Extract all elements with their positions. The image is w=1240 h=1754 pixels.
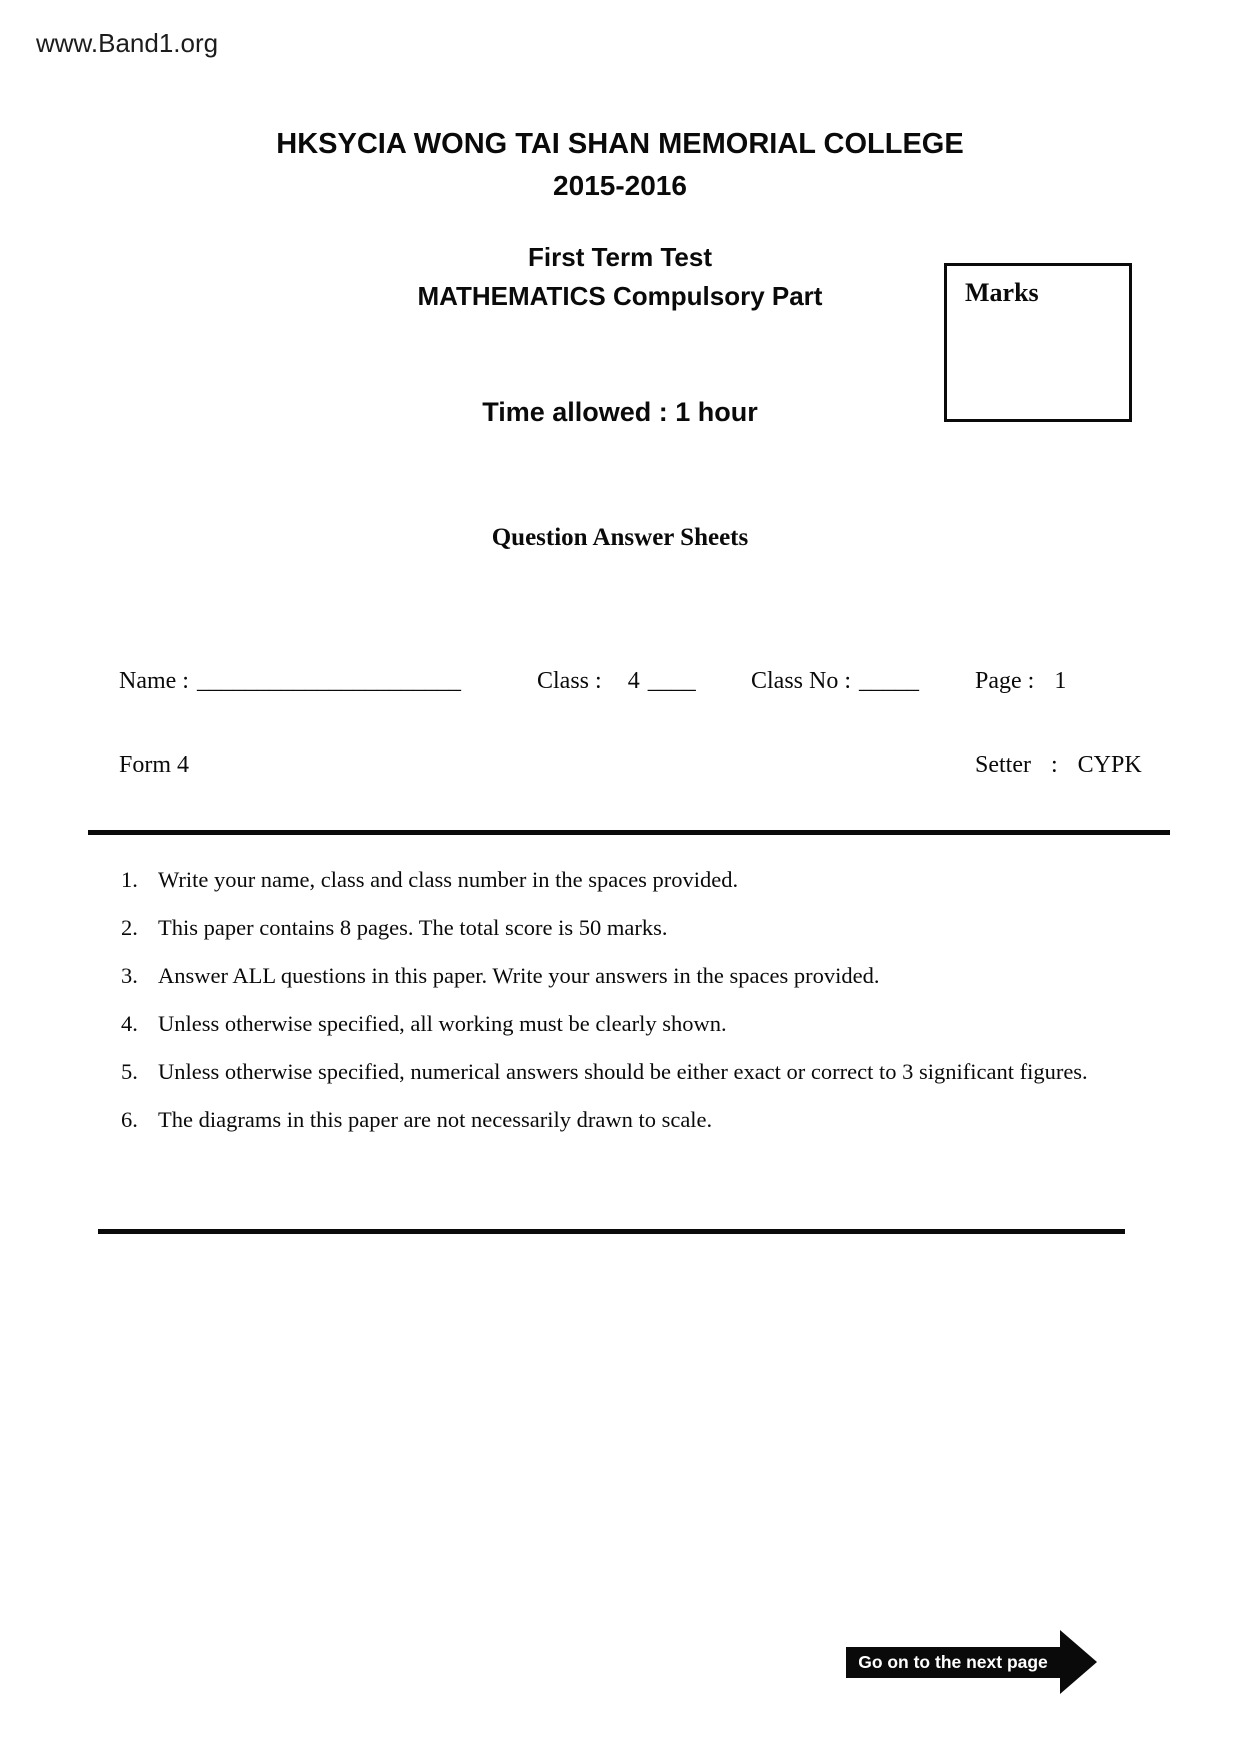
- page-label: Page :: [975, 668, 1035, 694]
- instruction-text: Unless otherwise specified, all working must be clearly shown.: [158, 1011, 727, 1036]
- instruction-number: 3.: [121, 963, 138, 988]
- form-label: Form 4: [119, 752, 190, 778]
- instruction-text: Answer ALL questions in this paper. Write your answers in the spaces provided.: [158, 963, 880, 988]
- instruction-item-2: [121, 912, 1141, 943]
- time-allowed: Time allowed : 1 hour: [482, 397, 758, 427]
- class-field: [537, 668, 696, 695]
- class-value: 4: [627, 668, 640, 694]
- next-page-banner: [846, 1630, 1097, 1694]
- arrow-right-icon: [1060, 1630, 1097, 1694]
- instruction-text: Write your name, class and class number in the spaces provided.: [158, 867, 739, 892]
- instruction-text: The diagrams in this paper are not necessarily drawn to scale.: [158, 1107, 713, 1132]
- name-blank: ______________________: [196, 668, 461, 694]
- setter-label: Setter: [975, 752, 1031, 778]
- next-page-label: Go on to the next page: [858, 1651, 1048, 1672]
- instruction-number: 4.: [121, 1011, 138, 1036]
- class-no-blank: _____: [859, 668, 920, 694]
- instruction-number: 5.: [121, 1059, 138, 1084]
- instruction-item-1: [121, 864, 1141, 895]
- instruction-item-4: [121, 1008, 1141, 1039]
- school-title: HKSYCIA WONG TAI SHAN MEMORIAL COLLEGE: [276, 128, 964, 160]
- next-page-banner-box: [846, 1647, 1060, 1678]
- class-blank: ____: [647, 668, 696, 694]
- setter-value: CYPK: [1077, 752, 1142, 778]
- instruction-text: Unless otherwise specified, numerical answers should be either exact or correct to 3 significant figures.: [158, 1059, 1088, 1084]
- instruction-item-3: [121, 960, 1141, 991]
- divider-top: [88, 830, 1170, 835]
- name-field: [119, 668, 461, 695]
- school-year: 2015-2016: [553, 170, 687, 201]
- instruction-text: This paper contains 8 pages. The total score is 50 marks.: [158, 915, 668, 940]
- page-field: [975, 668, 1066, 695]
- instructions-list: [121, 864, 1141, 1152]
- watermark-url: www.Band1.org: [36, 28, 219, 58]
- subject-title: MATHEMATICS Compulsory Part: [417, 281, 823, 311]
- instruction-item-6: [121, 1104, 1141, 1135]
- setter-field: [975, 752, 1142, 779]
- class-no-field: [751, 668, 919, 695]
- class-label: Class :: [537, 668, 602, 694]
- divider-bottom: [98, 1229, 1125, 1234]
- sheet-title: Question Answer Sheets: [491, 524, 749, 551]
- class-no-label: Class No :: [751, 668, 852, 694]
- instruction-number: 2.: [121, 915, 138, 940]
- marks-label: Marks: [965, 278, 1039, 307]
- instruction-number: 1.: [121, 867, 138, 892]
- setter-colon: :: [1050, 752, 1058, 778]
- test-name: First Term Test: [528, 242, 712, 272]
- page-number: 1: [1054, 668, 1067, 694]
- name-label: Name :: [119, 668, 189, 694]
- instruction-number: 6.: [121, 1107, 138, 1132]
- instruction-item-5: [121, 1056, 1141, 1087]
